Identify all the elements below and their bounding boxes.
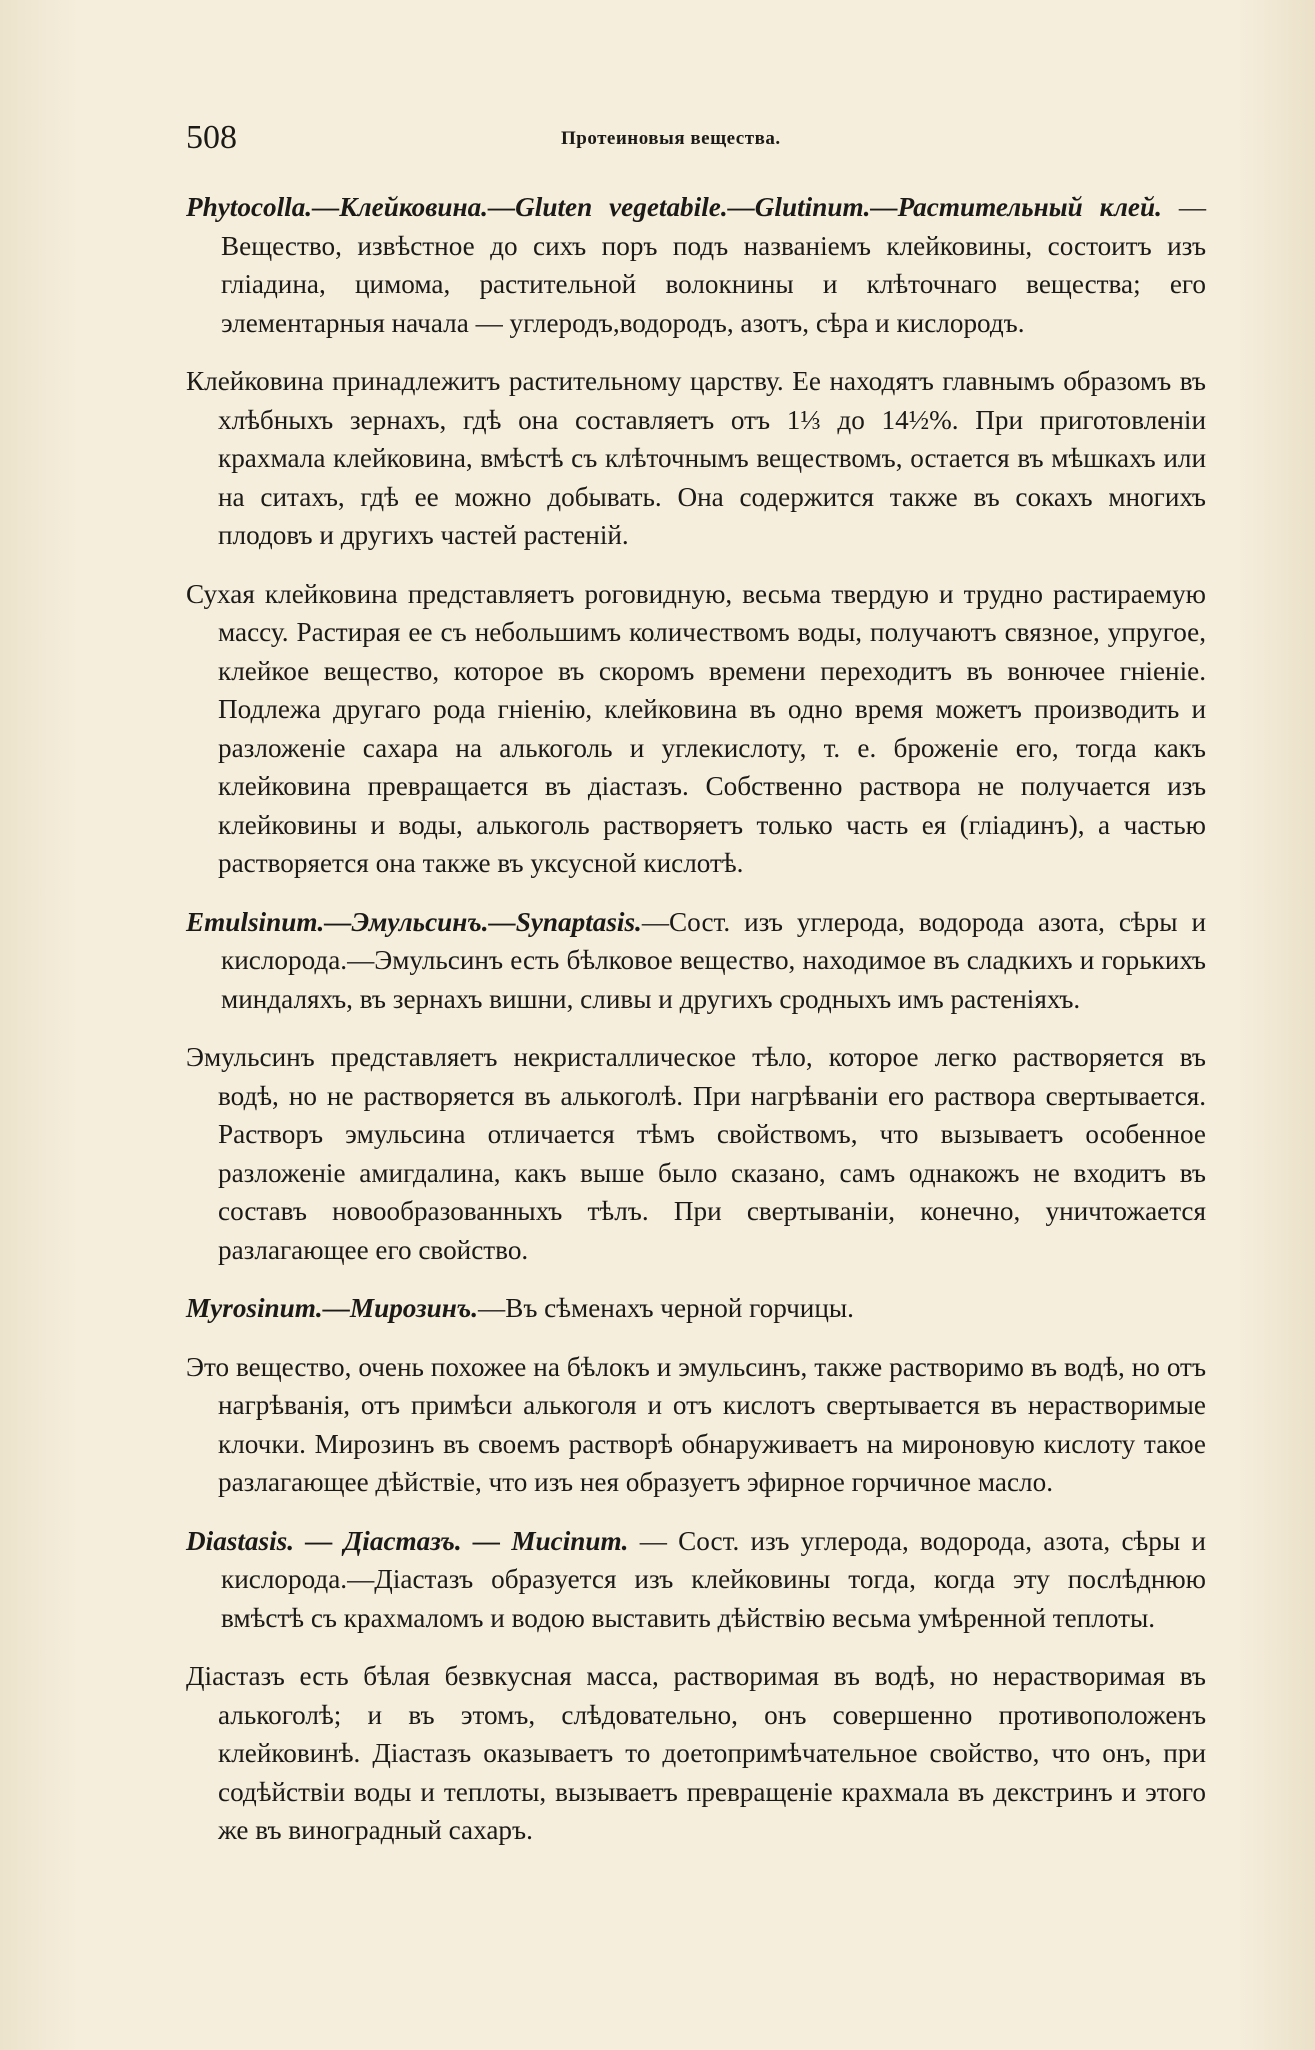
- entry-text: —Сост. изъ углерода, водорода азота, сѣры и кислорода.—Эмульсинъ есть бѣлковое вещество, находимое въ сладкихъ и горькихъ миндаляхъ, въ зернахъ вишни, сливы и другихъ сродныхъ имъ растеніяхъ.: [221, 906, 1206, 1014]
- paragraph: Сухая клейковина представляетъ роговидную, весьма твердую и трудно растираемую массу. Растирая ее съ небольшимъ количествомъ воды, получаютъ связное, упругое, клейкое вещество, которое въ скоромъ времени переходитъ въ вонючее гніеніе. Подлежа другаго рода гніенію, клейковина въ одно время можетъ производить и разложеніе сахара на алькоголь и углекислоту, т. е. броженіе его, тогда какъ клейковина превращается въ діастазъ. Собственно раствора не получается изъ клейковины и воды, алькоголь растворяетъ только часть ея (гліадинъ), а частью растворяется она также въ уксусной кислотѣ.: [186, 578, 1206, 878]
- page-number: 508: [186, 119, 237, 156]
- paragraph: Это вещество, очень похожее на бѣлокъ и эмульсинъ, также растворимо въ водѣ, но отъ нагрѣванія, отъ примѣси алькоголя и отъ кислотъ свертывается въ нерастворимые клочки. Мирозинъ въ своемъ растворѣ обнаруживаетъ на мироновую кислоту такое разлагающее дѣйствіе, что изъ нея образуетъ эфирное горчичное масло.: [186, 1351, 1206, 1497]
- page-body: [186, 188, 1206, 1850]
- entry-diastasis: [186, 1522, 1206, 1638]
- entry-myrosinum: [186, 1289, 1206, 1328]
- page-header: [186, 118, 1156, 170]
- running-title: Протеиновыя вещества.: [561, 128, 781, 149]
- paragraph: Клейковина принадлежитъ растительному царству. Ее находятъ главнымъ образомъ въ хлѣбныхъ зернахъ, гдѣ она составляетъ отъ 1⅓ до 14½%. При приготовленіи крахмала клейковина, вмѣстѣ съ клѣточнымъ веществомъ, остается въ мѣшкахъ или на ситахъ, гдѣ ее можно добывать. Она содержится также въ сокахъ многихъ плодовъ и другихъ частей растеній.: [186, 366, 1206, 550]
- paragraph: Эмульсинъ представляетъ некристаллическое тѣло, которое легко растворяется въ водѣ, но не растворяется въ алькоголѣ. При нагрѣваніи его раствора свертывается. Растворъ эмульсина отличается тѣмъ свойствомъ, что вызываетъ особенное разложеніе амигдалина, какъ выше было сказано, самъ однакожъ не входитъ въ составъ новообразованныхъ тѣлъ. При свертываніи, конечно, уничтожается разлагающее его свойство.: [186, 1042, 1206, 1265]
- paragraph: Діастазъ есть бѣлая безвкусная масса, растворимая въ водѣ, но нерастворимая въ алькоголѣ; и въ этомъ, слѣдовательно, онъ совершенно противоположенъ клейковинѣ. Діастазъ оказываетъ то доетопримѣчательное свойство, что онъ, при содѣйствіи воды и теплоты, вызываетъ превращеніе крахмала въ декстринъ и этого же въ виноградный сахаръ.: [186, 1661, 1206, 1845]
- entry-text: —Въ сѣменахъ черной горчицы.: [478, 1293, 854, 1323]
- entry-term: Emulsinum.—Эмульсинъ.—Synaptasis.: [186, 906, 642, 937]
- entry-phytocolla: [186, 188, 1206, 342]
- entry-emulsinum: [186, 903, 1206, 1019]
- entry-text: — Сост. изъ углерода, водорода, азота, сѣры и кислорода.—Діастазъ образуется изъ клейковины тогда, когда эту послѣднюю вмѣстѣ съ крахмаломъ и водою выставить дѣйствію весьма умѣренной теплоты.: [221, 1525, 1206, 1633]
- entry-term: Myrosinum.—Мирозинъ.: [186, 1293, 478, 1323]
- entry-text: — Вещество, извѣстное до сихъ поръ подъ названіемъ клейковины, состоитъ изъ гліадина, цимома, растительной волокнины и клѣточнаго вещества; его элементарныя начала — углеродъ,водородъ, азотъ, сѣра и кислородъ.: [221, 192, 1207, 338]
- entry-term: Phytocolla.—Клейковина.—Gluten vegetabile.—Glutinum.—Растительный клей.: [186, 192, 1162, 222]
- entry-term: Diastasis. — Діастазъ. — Mucinum.: [186, 1525, 629, 1556]
